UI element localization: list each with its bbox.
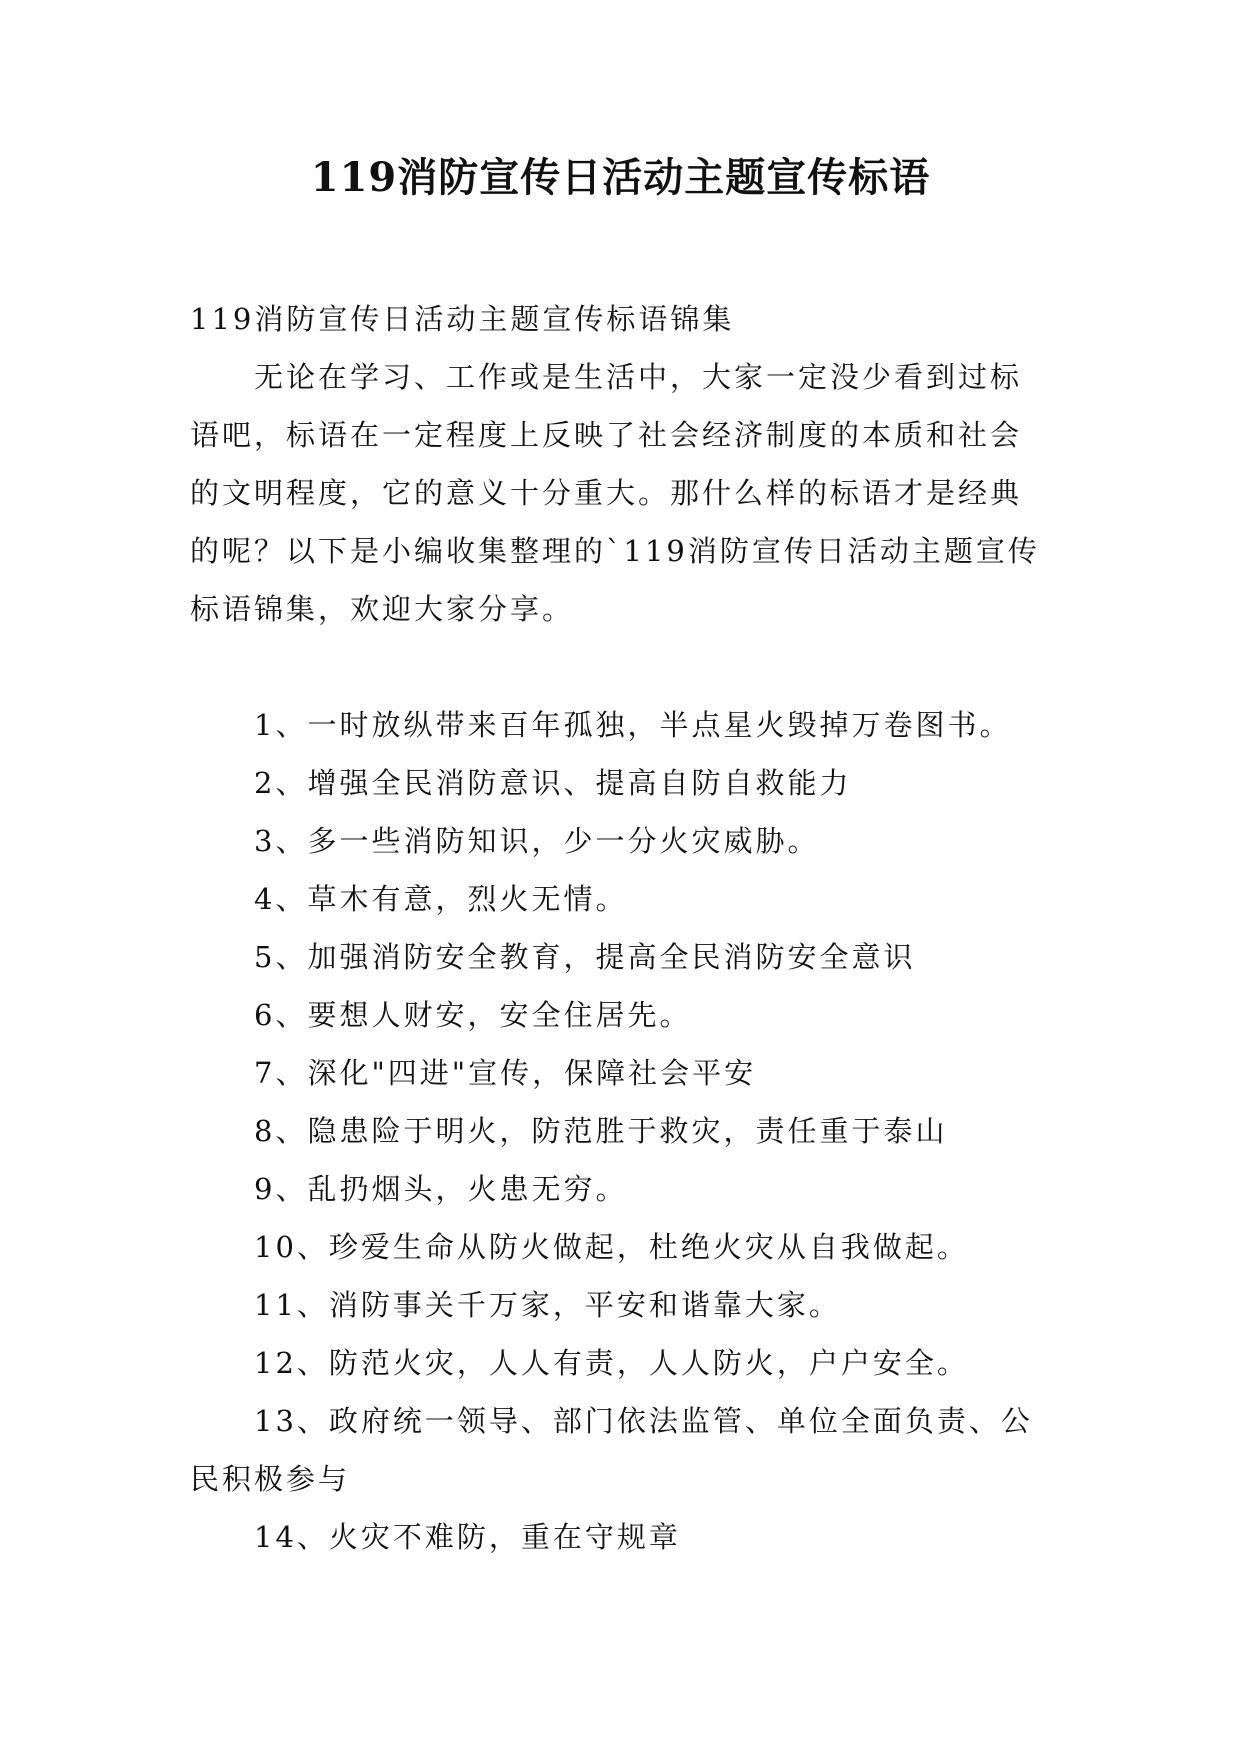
- slogan-item: 2、增强全民消防意识、提高自防自救能力: [254, 766, 852, 800]
- slogan-item: 1、一时放纵带来百年孤独，半点星火毁掉万卷图书。: [254, 708, 1012, 742]
- document-title: 119消防宣传日活动主题宣传标语: [310, 154, 931, 201]
- slogan-item: 14、火灾不难防，重在守规章: [254, 1520, 681, 1554]
- slogan-item: 11、消防事关千万家，平安和谐靠大家。: [254, 1288, 841, 1322]
- slogan-item: 12、防范火灾，人人有责，人人防火，户户安全。: [254, 1346, 969, 1380]
- slogan-item: 6、要想人财安，安全住居先。: [254, 998, 692, 1032]
- slogan-item: 5、加强消防安全教育，提高全民消防安全意识: [254, 940, 916, 974]
- slogan-item: 7、深化"四进"宣传，保障社会平安: [254, 1056, 757, 1090]
- paragraph-spacer: [190, 638, 1050, 696]
- document-subtitle: 119消防宣传日活动主题宣传标语锦集: [190, 302, 735, 336]
- slogan-item: 4、草木有意，烈火无情。: [254, 882, 628, 916]
- slogan-item: 10、珍爱生命从防火做起，杜绝火灾从自我做起。: [254, 1230, 969, 1264]
- document-body: [190, 290, 1050, 1566]
- slogan-item: 13、政府统一领导、部门依法监管、单位全面负责、公民积极参与: [190, 1404, 1033, 1496]
- intro-paragraph: 无论在学习、工作或是生活中，大家一定没少看到过标语吧，标语在一定程度上反映了社会经济制度的本质和社会的文明程度，它的意义十分重大。那什么样的标语才是经典的呢？以下是小编收集整理的`119消防宣传日活动主题宣传标语锦集，欢迎大家分享。: [190, 360, 1040, 626]
- slogan-item: 8、隐患险于明火，防范胜于救灾，责任重于泰山: [254, 1114, 948, 1148]
- slogan-item: 9、乱扔烟头，火患无穷。: [254, 1172, 628, 1206]
- slogan-item: 3、多一些消防知识，少一分火灾威胁。: [254, 824, 820, 858]
